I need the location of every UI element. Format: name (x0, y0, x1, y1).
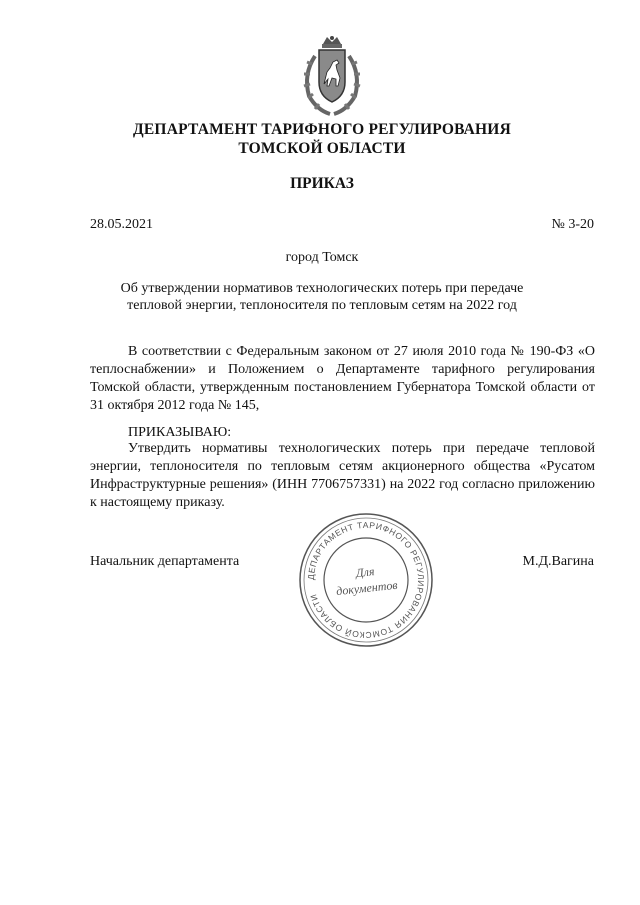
subject-line2: тепловой энергии, теплоносителя по тепловым сетям на 2022 год (127, 298, 517, 313)
order-clause-paragraph: Утвердить нормативы технологических потерь при передаче тепловой энергии, теплоносителя по тепловым сетям акционерного общества «Русатом Инфраструктурные решения» (ИНН 7706757331) на 2022 год согласно приложению к настоящему приказу. (90, 441, 595, 510)
seal-ring-text: ДЕПАРТАМЕНТ ТАРИФНОГО РЕГУЛИРОВАНИЯ ТОМСКОЙ ОБЛАСТИ (305, 519, 427, 641)
document-number: № 3-20 (551, 217, 594, 232)
signatory-name: М.Д.Вагина (522, 554, 594, 569)
command-word: ПРИКАЗЫВАЮ: (128, 425, 232, 440)
document-type-heading: ПРИКАЗ (290, 175, 354, 192)
seal-center-line2: документов (335, 577, 399, 599)
coat-of-arms-emblem (297, 34, 367, 118)
order-subject (110, 280, 534, 314)
document-date: 28.05.2021 (90, 217, 153, 232)
subject-line1: Об утверждении нормативов технологических потерь при передаче (120, 281, 524, 296)
signatory-position: Начальник департамента (90, 554, 240, 569)
department-title-line2: ТОМСКОЙ ОБЛАСТИ (238, 140, 406, 157)
city-line: город Томск (285, 250, 359, 265)
seal-center-line1: Для (355, 564, 376, 580)
preamble-paragraph: В соответствии с Федеральным законом от 27 июля 2010 года № 190-ФЗ «О теплоснабжении» и Положением о Департаменте тарифного регулирования Томской области, утвержденным постановлением Губернатора Томской области от 31 октября 2012 года № 145, (90, 344, 595, 413)
department-title-line1: ДЕПАРТАМЕНТ ТАРИФНОГО РЕГУЛИРОВАНИЯ (133, 121, 511, 138)
official-seal-stamp (296, 510, 436, 650)
